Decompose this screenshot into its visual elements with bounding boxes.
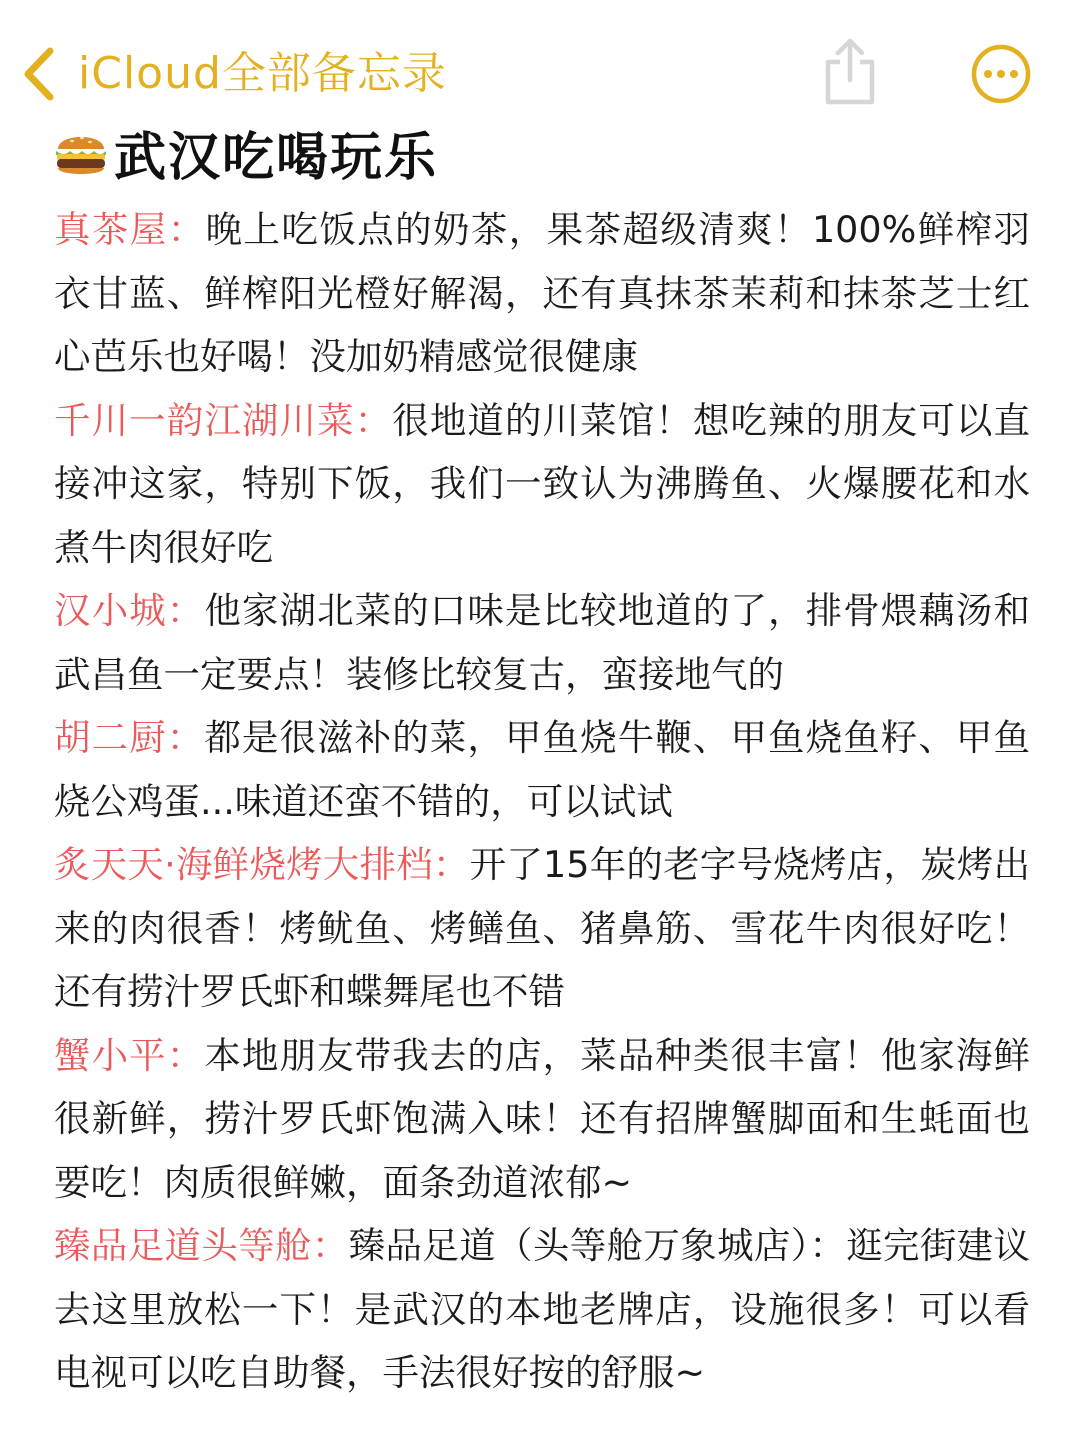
shop-name: 臻品足道头等舱： — [54, 1224, 349, 1267]
shop-description: 都是很滋补的菜，甲鱼烧牛鞭、甲鱼烧鱼籽、甲鱼烧公鸡蛋...味道还蛮不错的，可以试试 — [54, 716, 1031, 823]
shop-description: 晚上吃饭点的奶茶，果茶超级清爽！100%鲜榨羽衣甘蓝、鲜榨阳光橙好解渴，还有真抹茶茉莉和抹茶芝士红心芭乐也好喝！没加奶精感觉很健康 — [54, 208, 1030, 378]
shop-name: 汉小城： — [54, 589, 205, 632]
more-icon[interactable] — [970, 43, 1032, 105]
note-entry — [54, 389, 1030, 580]
shop-description: 很地道的川菜馆！想吃辣的朋友可以直接冲这家，特别下饭，我们一致认为沸腾鱼、火爆腰花和水煮牛肉很好吃 — [54, 398, 1031, 569]
shop-description: 开了15年的老字号烧烤店，炭烤出来的肉很香！烤鱿鱼、烤鳝鱼、猪鼻筋、雪花牛肉很好吃！还有捞汁罗氏虾和蝶舞尾也不错 — [54, 843, 1030, 1013]
shop-description: 他家湖北菜的口味是比较地道的了，排骨煨藕汤和武昌鱼一定要点！装修比较复古，蛮接地气的 — [54, 589, 1031, 696]
share-icon[interactable] — [822, 36, 878, 106]
hamburger-icon — [52, 123, 110, 181]
shop-name: 胡二厨： — [54, 716, 205, 759]
note-entry — [54, 579, 1030, 706]
chevron-left-icon — [20, 45, 60, 103]
shop-name: 蟹小平： — [54, 1033, 205, 1077]
note-entry — [54, 1024, 1030, 1215]
note-entry — [54, 706, 1030, 833]
note-body — [54, 198, 1030, 1405]
note-entry — [54, 1214, 1030, 1405]
shop-name: 真茶屋： — [54, 208, 206, 251]
back-button[interactable] — [20, 42, 447, 106]
note-entry — [54, 198, 1030, 389]
note-title — [52, 112, 438, 192]
back-label: iCloud全部备忘录 — [78, 48, 447, 99]
shop-description: 本地朋友带我去的店，菜品种类很丰富！他家海鲜很新鲜，捞汁罗氏虾饱满入味！还有招牌蟹脚面和生蚝面也要吃！肉质很鲜嫩，面条劲道浓郁~ — [54, 1033, 1031, 1204]
shop-description: 臻品足道（头等舱万象城店）：逛完街建议去这里放松一下！是武汉的本地老牌店，设施很多！可以看电视可以吃自助餐，手法很好按的舒服~ — [54, 1224, 1031, 1394]
navigation-bar — [0, 0, 1080, 120]
shop-name: 炙天天·海鲜烧烤大排档： — [54, 843, 470, 886]
shop-name: 千川一韵江湖川菜： — [54, 398, 393, 442]
note-entry — [54, 833, 1030, 1024]
note-title-text: 武汉吃喝玩乐 — [114, 127, 439, 188]
